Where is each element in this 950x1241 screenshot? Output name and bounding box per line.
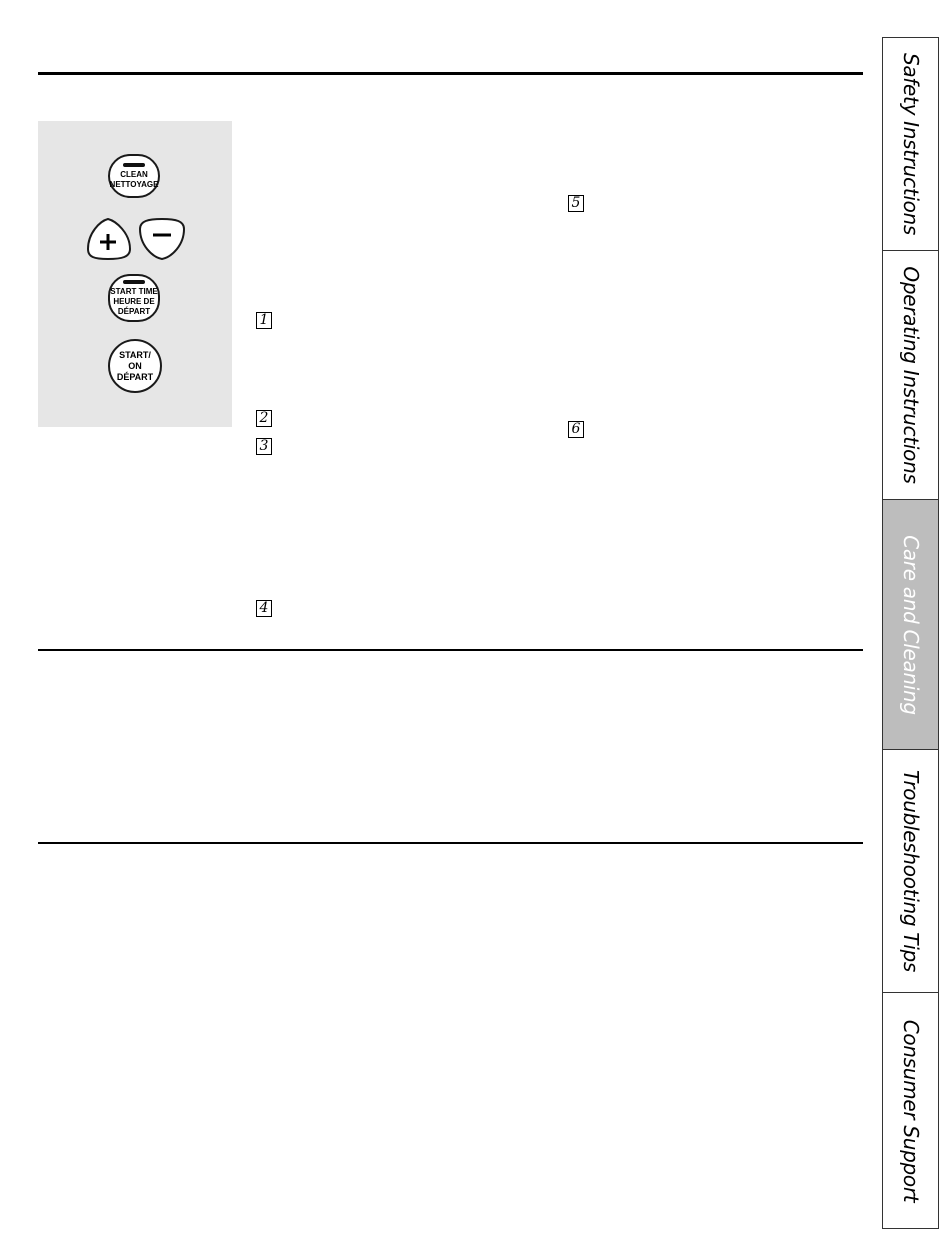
- clean-pad: [108, 154, 160, 198]
- tab-consumer-support[interactable]: [882, 992, 939, 1229]
- section-divider: [38, 649, 863, 651]
- tab-label: Care and Cleaning: [898, 534, 923, 715]
- step-number-6: 6: [568, 421, 584, 438]
- start-time-pad: [108, 274, 160, 322]
- clean-pad-label-fr: NETTOYAGE: [109, 179, 159, 189]
- tab-label: Troubleshooting Tips: [898, 770, 923, 972]
- start-time-label-fr-1: HEURE DE: [113, 296, 155, 306]
- step-number-3: 3: [256, 438, 272, 455]
- plus-icon: [88, 219, 130, 259]
- start-pad-label: START/: [119, 349, 151, 360]
- step-number-4: 4: [256, 600, 272, 617]
- minus-icon: [140, 219, 184, 259]
- control-panel-illustration: [38, 121, 232, 427]
- step-number-2: 2: [256, 410, 272, 427]
- tab-safety-instructions[interactable]: [882, 37, 939, 251]
- start-pad: [108, 339, 162, 393]
- tab-operating-instructions[interactable]: [882, 250, 939, 500]
- tab-label: Operating Instructions: [898, 266, 923, 484]
- start-time-label-fr-2: DÉPART: [117, 306, 151, 316]
- tab-label: Safety Instructions: [898, 52, 923, 236]
- clean-pad-label: CLEAN: [120, 169, 148, 179]
- start-pad-label-fr: DÉPART: [116, 371, 154, 382]
- tab-troubleshooting-tips[interactable]: [882, 749, 939, 993]
- tab-label: Consumer Support: [898, 1019, 923, 1202]
- plus-minus-pads: [86, 217, 186, 261]
- step-number-1: 1: [256, 312, 272, 329]
- indicator-light: [123, 163, 145, 167]
- step-number-5: 5: [568, 195, 584, 212]
- top-rule: [38, 72, 863, 75]
- section-divider: [38, 842, 863, 844]
- start-pad-label-on: ON: [128, 360, 142, 371]
- side-navigation-tabs: [882, 0, 939, 1229]
- start-time-label: START TIME: [110, 286, 158, 296]
- tab-care-and-cleaning[interactable]: [882, 499, 939, 750]
- indicator-light: [123, 280, 145, 284]
